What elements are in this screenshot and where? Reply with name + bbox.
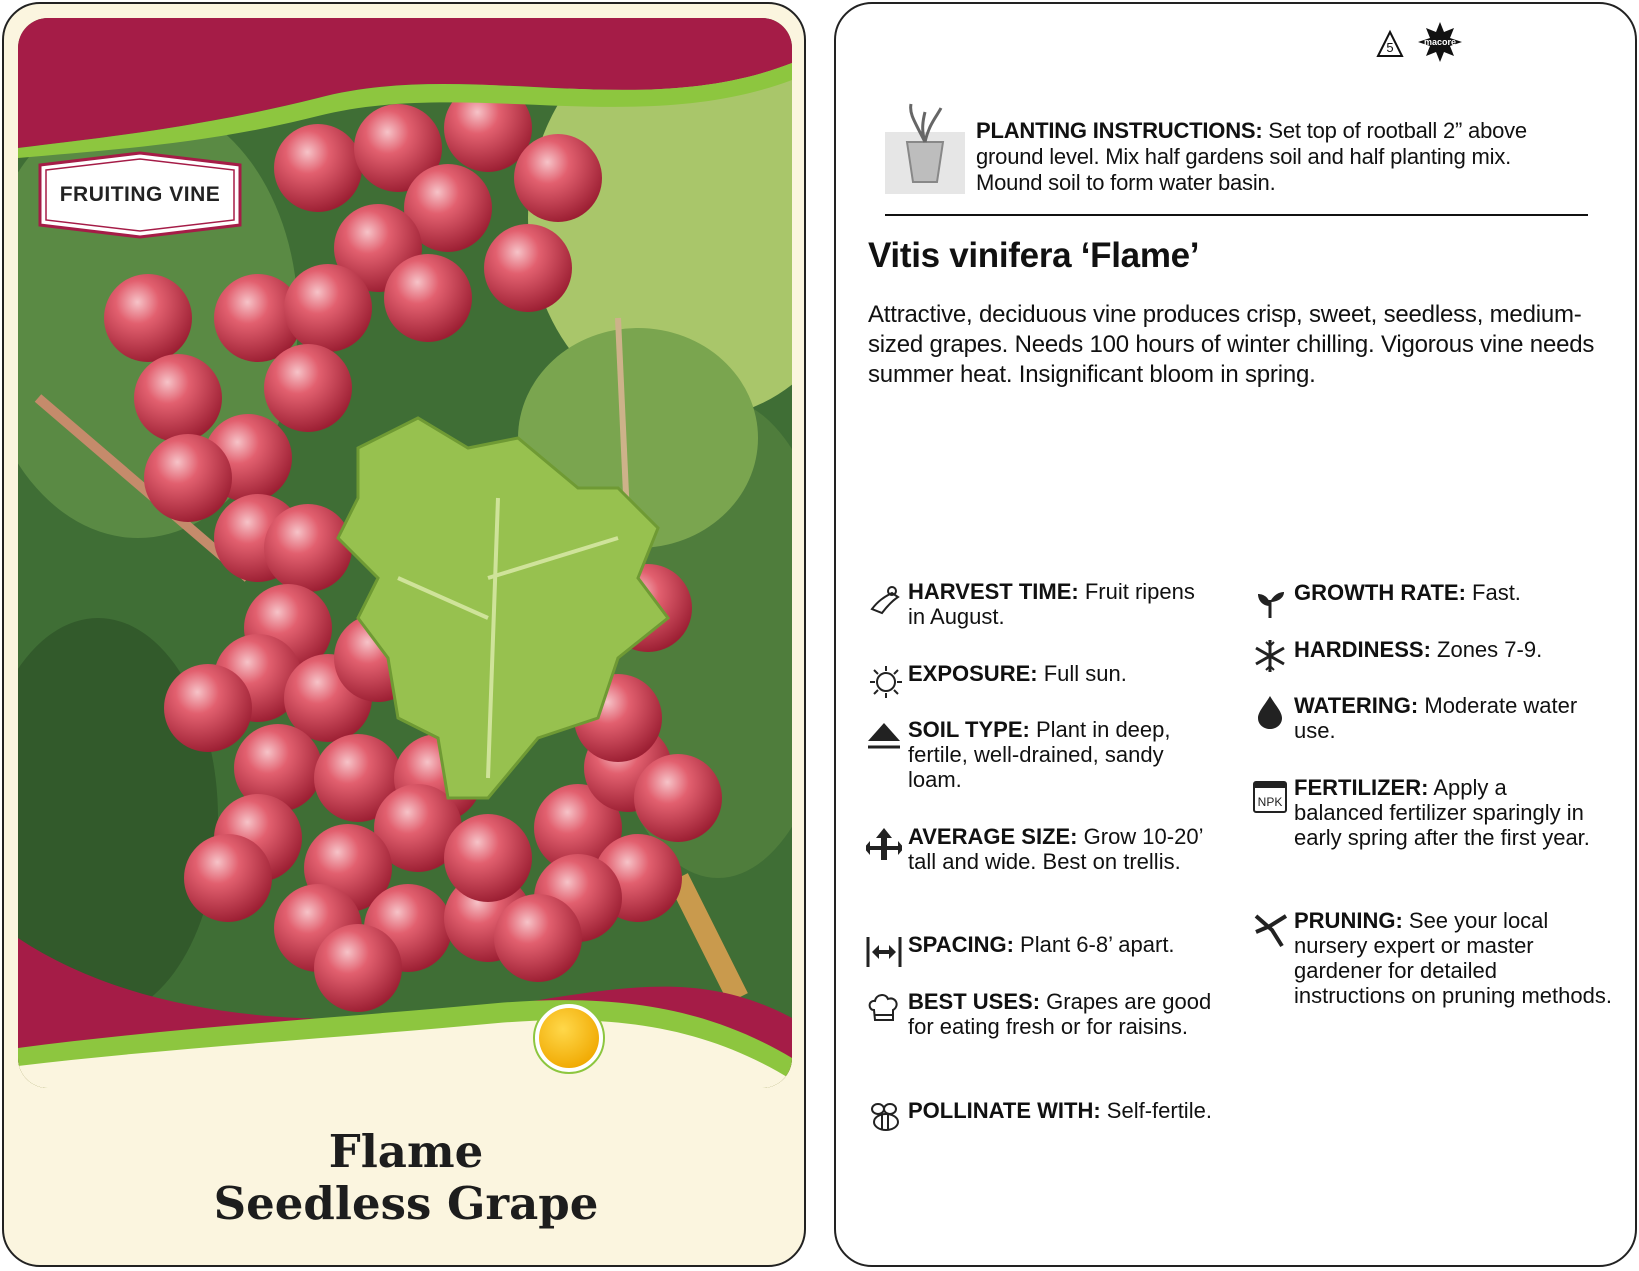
- grape-berry: [514, 134, 602, 222]
- divider: [885, 214, 1588, 216]
- soil-type: SOIL TYPE: Plant in deep, fertile, well-drained, sandy loam.: [908, 717, 1171, 792]
- plant-description: Attractive, deciduous vine produces crisp, sweet, seedless, medium-sized grapes. Needs 100 hours of winter chilling. Vigorous vine needs summer heat. Insignificant bloom in spring.: [868, 301, 1595, 388]
- npk-text: NPK: [1257, 795, 1283, 809]
- pollinate-with: POLLINATE WITH: Self-fertile.: [908, 1098, 1212, 1123]
- water-drop-icon: [1252, 694, 1288, 730]
- grape-berry: [104, 274, 192, 362]
- grape-berry: [634, 754, 722, 842]
- grape-berry: [164, 664, 252, 752]
- npk-bag-icon: [1252, 778, 1288, 814]
- recycle-number: 5: [1386, 40, 1394, 55]
- fertilizer: FERTILIZER: Apply a balanced fertilizer sparingly in early spring after the first year.: [1294, 775, 1590, 850]
- grape-berry: [384, 254, 472, 342]
- harvest-time: HARVEST TIME: Fruit ripens in August.: [908, 579, 1195, 629]
- full-sun-exposure-icon: [531, 1000, 607, 1076]
- category-tag: FRUITING VINE: [59, 183, 221, 206]
- size-arrows-icon: [866, 826, 902, 862]
- grape-berry: [284, 264, 372, 352]
- planting-instructions: [976, 118, 1576, 196]
- spacing-icon: [866, 933, 902, 969]
- grape-berry: [144, 434, 232, 522]
- pruning: PRUNING: See your local nursery expert or master gardener for detailed instructions on pruning methods.: [1294, 908, 1612, 1008]
- grape-berry: [134, 354, 222, 442]
- grape-berry: [444, 814, 532, 902]
- potted-plant-icon: [885, 102, 965, 194]
- scientific-name: Vitis vinifera ‘Flame’: [868, 236, 1200, 275]
- plant-tag-front: [2, 2, 806, 1267]
- hardiness: HARDINESS: Zones 7-9.: [1294, 637, 1543, 662]
- spacing: SPACING: Plant 6-8’ apart.: [908, 932, 1175, 957]
- common-name: [4, 1126, 806, 1230]
- snowflake-icon: [1252, 638, 1288, 674]
- planting-label: PLANTING INSTRUCTIONS:: [976, 118, 1263, 143]
- grape-berry: [184, 834, 272, 922]
- sun-icon: [868, 664, 904, 700]
- best-uses: BEST USES: Grapes are good for eating fresh or for raisins.: [908, 989, 1212, 1039]
- chef-hat-icon: [866, 990, 902, 1026]
- growth-rate: GROWTH RATE: Fast.: [1294, 580, 1521, 605]
- watering: WATERING: Moderate water use.: [1294, 693, 1578, 743]
- grape-berry: [314, 924, 402, 1012]
- brand-logo-text: macore: [1423, 37, 1457, 47]
- common-name-line-2: Seedless Grape: [213, 1177, 599, 1230]
- common-name-line-1: Flame: [328, 1125, 484, 1178]
- pruners-icon: [1252, 912, 1288, 948]
- macore-logo-icon: [1418, 22, 1462, 62]
- sprout-icon: [1252, 584, 1288, 620]
- grape-berry: [274, 124, 362, 212]
- average-size: AVERAGE SIZE: Grow 10-20’ tall and wide. Best on trellis.: [908, 824, 1203, 874]
- exposure: EXPOSURE: Full sun.: [908, 661, 1127, 686]
- bee-icon: [866, 1100, 902, 1136]
- grape-berry: [264, 504, 352, 592]
- recycle-and-brand-logos: [1370, 18, 1470, 66]
- harvest-hand-icon: [868, 583, 904, 619]
- grape-berry: [494, 894, 582, 982]
- recycle-icon: [1378, 32, 1402, 56]
- grape-berry: [264, 344, 352, 432]
- grape-berry: [484, 224, 572, 312]
- planting-text: Set top of rootball 2” above ground level. Mix half gardens soil and half planting mix. Mound soil to form water basin.: [976, 118, 1527, 195]
- soil-icon: [866, 719, 902, 755]
